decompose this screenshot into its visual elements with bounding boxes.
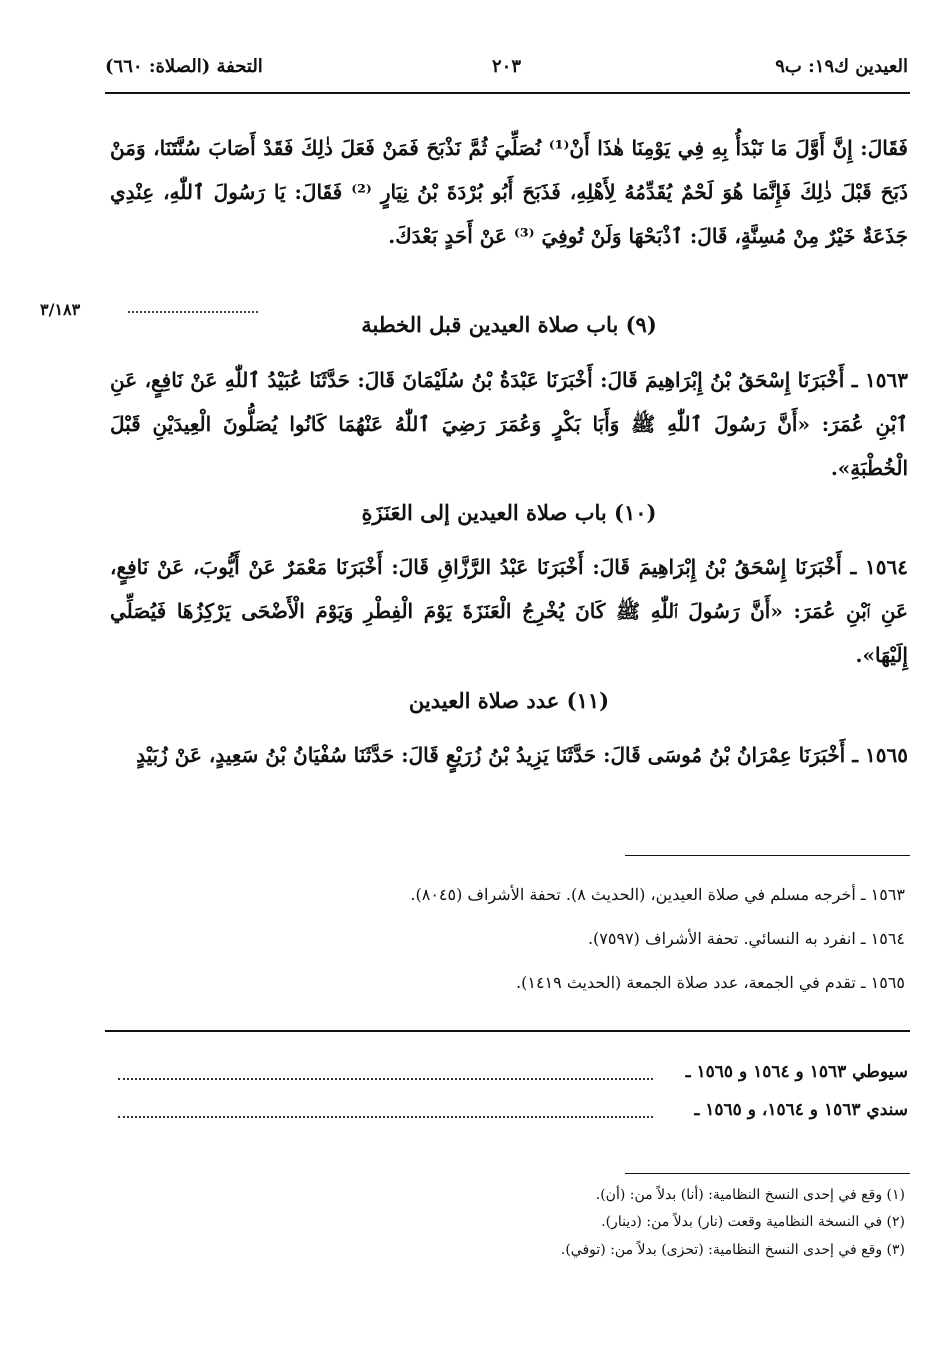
header-book-chapter: العيدين ك١٩: ب٩	[775, 56, 908, 77]
footnote-2: (٢) في النسخة النظامية وقعت (نار) بدلاً من: (دينار).	[601, 1214, 905, 1230]
footnote-3: (٣) وقع في إحدى النسخ النظامية: (تحزى) بدلاً من: (توفي).	[560, 1242, 905, 1258]
footnote-1: (١) وقع في إحدى النسخ النظامية: (أنا) بدلاً من: (أن).	[595, 1187, 905, 1203]
intro-paragraph: فَقَالَ: إِنَّ أَوَّلَ مَا نَبْدَأُ بِهِ فِي يَوْمِنَا هٰذَا أَنْ⁽¹⁾ نُصَلِّيَ ثُمَّ نَذْبَحَ فَمَنْ فَعَلَ ذٰلِكَ فَقَدْ أَصَابَ سُنَّتَنَا، وَمَنْ ذَبَحَ قَبْلَ ذٰلِكَ فَإِنَّمَا هُوَ لَحْمٌ يُقَدِّمُهُ لِأَهْلِهِ، فَذَبَحَ أَبُو بُرْدَةَ بْنُ نِيَارٍ ⁽²⁾ فَقَالَ: يَا رَسُولَ ٱللّٰهِ، عِنْدِي جَذَعَةٌ خَيْرٌ مِنْ مُسِنَّةٍ، قَالَ: ٱذْبَحْهَا وَلَنْ تُوفِيَ ⁽³⁾ عَنْ أَحَدٍ بَعْدَكَ.	[110, 136, 908, 248]
index-label-suyuti: سيوطي ١٥٦٣ و ١٥٦٤ و ١٥٦٥ ـ	[685, 1062, 908, 1082]
hadith-1564: ١٥٦٤ ـ أَخْبَرَنَا إِسْحَقُ بْنُ إِبْرَاهِيمَ قَالَ: أَخْبَرَنَا عَبْدُ الرَّزَّاقِ قَالَ: أَخْبَرَنَا مَعْمَرٌ عَنْ أَيُّوبَ، عَنْ نَافِعٍ، عَنِ ٱبْنِ عُمَرَ: «أَنَّ رَسُولَ ٱللّٰهِ ﷺ كَانَ يُخْرِجُ الْعَنَزَةَ يَوْمَ الْفِطْرِ وَيَوْمَ الْأَضْحَى يَرْكِزُهَا فَيُصَلِّي إِلَيْهَا».	[110, 555, 908, 667]
header-rule	[105, 92, 910, 94]
index-row-suyuti	[110, 1060, 908, 1090]
hadith-1565: ١٥٦٥ ـ أَخْبَرَنَا عِمْرَانُ بْنُ مُوسَى قَالَ: حَدَّثَنَا يَزِيدُ بْنُ زُرَيْعٍ قَالَ: حَدَّثَنَا سُفْيَانُ بْنُ سَعِيدٍ، عَنْ زُبَيْدٍ	[136, 743, 908, 767]
margin-volume-page-note: ٣/١٨٣	[40, 300, 81, 319]
takhrij-note-1565: ١٥٦٥ ـ تقدم في الجمعة، عدد صلاة الجمعة (الحديث ١٤١٩).	[516, 973, 905, 992]
index-row-sindi	[110, 1098, 908, 1128]
page-number: ٢٠٣	[491, 56, 522, 77]
section-heading-10: (١٠) باب صلاة العيدين إلى العَنَزَةِ	[361, 500, 657, 525]
dotted-leader	[118, 1116, 653, 1118]
takhrij-separator	[625, 855, 910, 856]
running-header	[105, 56, 908, 88]
header-tuhfa-reference: التحفة (الصلاة: ٦٦٠)	[105, 56, 263, 77]
takhrij-note-1563: ١٥٦٣ ـ أخرجه مسلم في صلاة العيدين، (الحديث ٨). تحفة الأشراف (٨٠٤٥).	[410, 885, 905, 904]
footnotes-separator	[625, 1173, 910, 1174]
section-heading-9: (٩) باب صلاة العيدين قبل الخطبة	[361, 312, 657, 337]
dotted-leader	[118, 1078, 653, 1080]
takhrij-note-1564: ١٥٦٤ ـ انفرد به النسائي. تحفة الأشراف (٧٥٩٧).	[587, 929, 905, 948]
index-label-sindi: سندي ١٥٦٣ و ١٥٦٤، و ١٥٦٥ ـ	[694, 1100, 908, 1120]
hadith-1563: ١٥٦٣ ـ أَخْبَرَنَا إِسْحَقُ بْنُ إِبْرَاهِيمَ قَالَ: أَخْبَرَنَا عَبْدَةُ بْنُ سُلَيْمَانَ قَالَ: حَدَّثَنَا عُبَيْدُ ٱللّٰهِ عَنْ نَافِعٍ، عَنِ ٱبْنِ عُمَرَ: «أَنَّ رَسُولَ ٱللّٰهِ ﷺ وَأَبَا بَكْرٍ وَعُمَرَ رَضِيَ ٱللّٰهُ عَنْهُمَا كَانُوا يُصَلُّونَ الْعِيدَيْنِ قَبْلَ الْخُطْبَةِ».	[110, 368, 908, 480]
section-heading-11: (١١) عدد صلاة العيدين	[408, 688, 610, 713]
commentary-separator	[105, 1030, 910, 1032]
